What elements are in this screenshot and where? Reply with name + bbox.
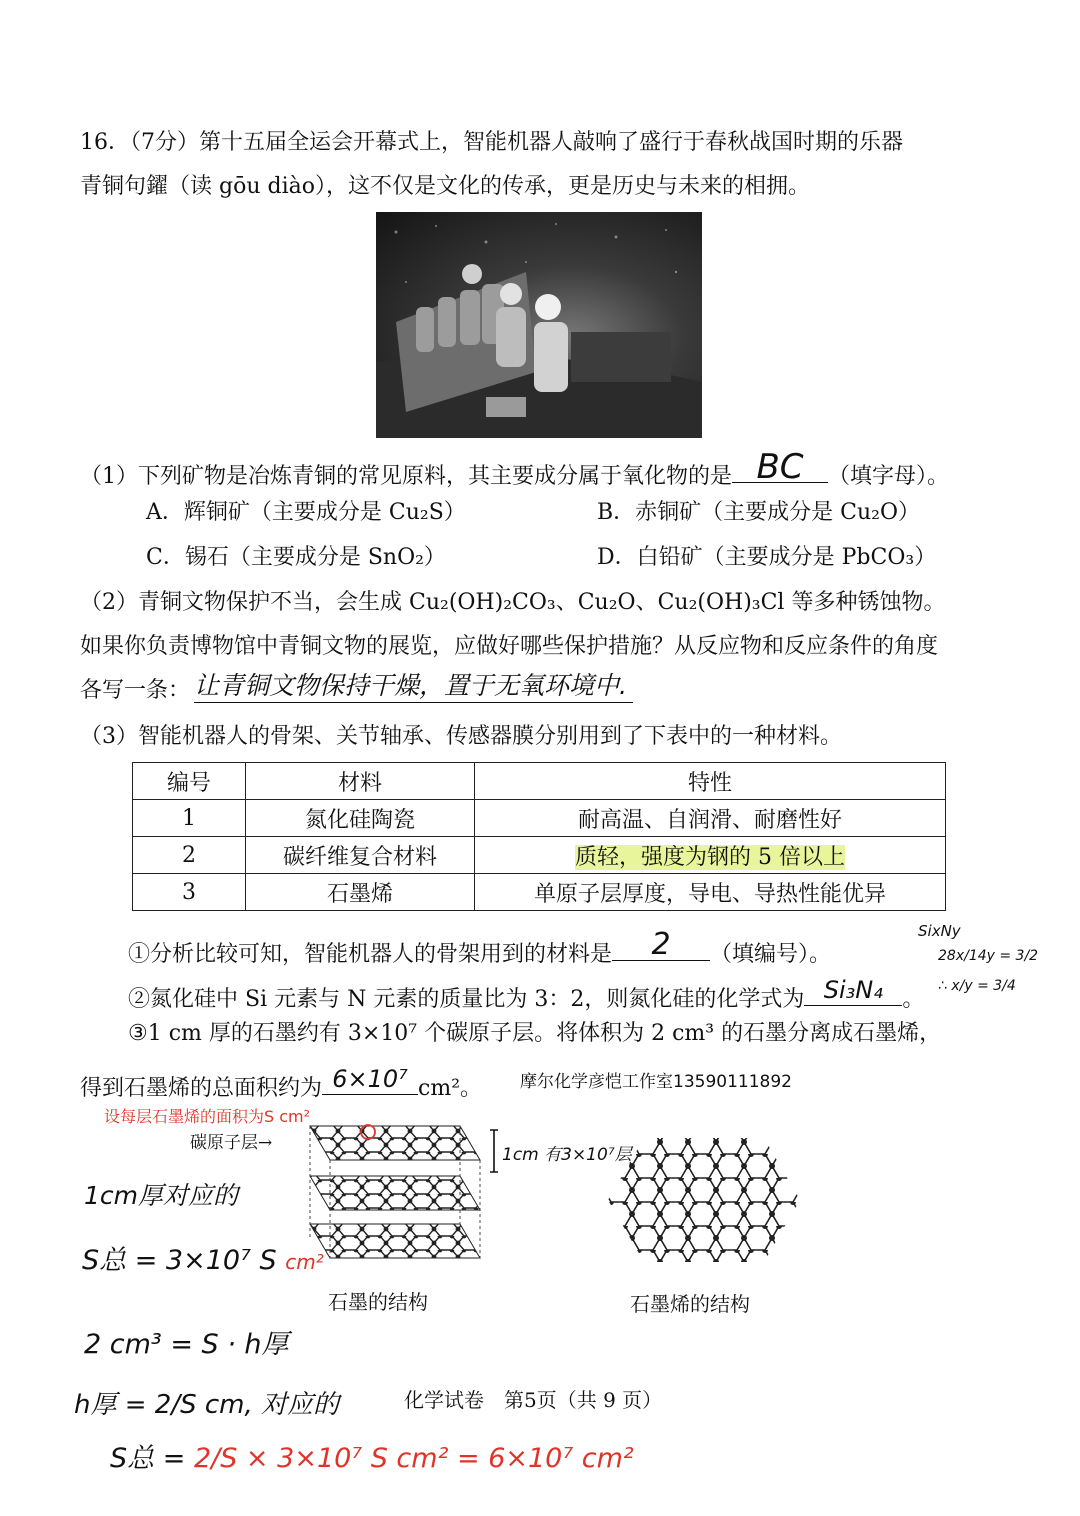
option-d: D．白铅矿（主要成分是 PbCO₃）: [597, 545, 937, 570]
calc-note-5c: = 6×10⁷ cm²: [457, 1443, 634, 1474]
question-line-2: 青铜句鑃（读 gōu diào），这不仅是文化的传承，更是历史与未来的相拥。: [80, 174, 810, 199]
table-cell: 耐高温、自润滑、耐磨性好: [475, 800, 946, 837]
graphite-caption: 石墨的结构: [328, 1290, 428, 1314]
option-c: C．锡石（主要成分是 SnO₂）: [146, 545, 446, 570]
part3-q1-blank[interactable]: [612, 927, 710, 962]
materials-table: [132, 762, 946, 911]
part3-q3-answer: 6×10⁷: [332, 1065, 408, 1093]
calc-note-5a: S总 =: [110, 1443, 194, 1474]
table-cell: 氮化硅陶瓷: [246, 800, 475, 837]
part3-q1: [128, 927, 832, 970]
part3-intro: （3）智能机器人的骨架、关节轴承、传感器膜分别用到了下表中的一种材料。: [80, 724, 842, 749]
table-cell: 石墨烯: [246, 874, 475, 911]
graphene-caption: 石墨烯的结构: [630, 1292, 750, 1316]
calc-note-4: h厚 = 2/S cm, 对应的: [74, 1390, 340, 1420]
part1-answer: BC: [756, 447, 804, 487]
part3-q2: [128, 975, 924, 1015]
red-handwritten-note: 设每层石墨烯的面积为S cm²: [104, 1107, 311, 1126]
table-row: [133, 874, 946, 911]
table-cell: 碳纤维复合材料: [246, 837, 475, 874]
part3-q2-prompt: ②氮化硅中 Si 元素与 N 元素的质量比为 3：2，则氮化硅的化学式为: [128, 987, 805, 1012]
table-header: 编号: [133, 763, 246, 800]
calc-note-2b: cm²: [285, 1250, 324, 1274]
table-cell: 3: [133, 874, 246, 911]
calc-note-2: [82, 1238, 324, 1277]
part1-answer-blank[interactable]: [732, 447, 828, 487]
part3-q3-prompt: 得到石墨烯的总面积约为: [80, 1076, 323, 1101]
part3-q2-answer: Si₃N₄: [823, 976, 883, 1004]
margin-note-formula: SixNy: [918, 922, 961, 940]
table-cell: 单原子层厚度，导电、导热性能优异: [475, 874, 946, 911]
part3-q1-suffix: （填编号）。: [710, 942, 832, 967]
part1-question: [80, 447, 950, 492]
table-row: [133, 800, 946, 837]
calc-note-1: 1cm厚对应的: [84, 1181, 239, 1210]
highlighted-property: 质轻，强度为钢的 5 倍以上: [575, 844, 845, 870]
part3-q2-suffix: 。: [902, 987, 925, 1012]
part1-prompt: （1）下列矿物是冶炼青铜的常见原料，其主要成分属于氧化物的是: [80, 464, 732, 489]
part3-q2-blank[interactable]: [804, 975, 902, 1006]
table-header: 特性: [475, 763, 946, 800]
page-footer: 化学试卷 第5页（共 9 页）: [404, 1388, 663, 1412]
robot-photo-drawing: [376, 212, 702, 438]
graphene-structure-diagram: [604, 1130, 800, 1270]
calc-note-3: 2 cm³ = S · h厚: [84, 1329, 289, 1360]
part2-handwritten-answer[interactable]: 让青铜文物保持干燥，置于无氧环境中.: [194, 670, 633, 703]
option-b: B．赤铜矿（主要成分是 Cu₂O）: [597, 500, 921, 525]
robot-performance-photo: [376, 212, 702, 438]
part3-q1-prompt: ①分析比较可知，智能机器人的骨架用到的材料是: [128, 942, 613, 967]
part1-suffix: （填字母）。: [828, 464, 950, 489]
watermark-text: 摩尔化学彦恺工作室13590111892: [520, 1072, 792, 1092]
option-a: A．辉铜矿（主要成分是 Cu₂S）: [146, 500, 466, 525]
part2-line-2: 如果你负责博物馆中青铜文物的展览，应做好哪些保护措施？从反应物和反应条件的角度: [80, 634, 939, 659]
question-line-1: 16．（7分）第十五届全运会开幕式上，智能机器人敲响了盛行于春秋战国时期的乐器: [80, 130, 903, 155]
table-cell: 2: [133, 837, 246, 874]
part2-line-1: （2）青铜文物保护不当，会生成 Cu₂(OH)₂CO₃、Cu₂O、Cu₂(OH)₃Cl 等多种锈蚀物。: [80, 590, 946, 615]
part3-q3-unit: cm²。: [418, 1076, 483, 1101]
part3-q3-line-2: [80, 1064, 482, 1104]
calc-note-5b: 2/S × 3×10⁷ S cm²: [193, 1443, 449, 1474]
table-header-row: [133, 763, 946, 800]
margin-note-ratio-1: 28x/14y = 3/2: [938, 948, 1039, 964]
carbon-layer-label: 碳原子层→: [190, 1133, 273, 1153]
part2-line-3: 各写一条：: [80, 678, 191, 703]
table-header: 材料: [246, 763, 475, 800]
margin-note-ratio-2: ∴ x/y = 3/4: [938, 978, 1016, 994]
thickness-bracket-icon: [488, 1128, 500, 1174]
part3-q1-answer: 2: [651, 927, 671, 962]
part3-q3-blank[interactable]: [322, 1064, 418, 1095]
table-cell: 1: [133, 800, 246, 837]
part3-q3-line-1: ③1 cm 厚的石墨约有 3×10⁷ 个碳原子层。将体积为 2 cm³ 的石墨分离成石墨烯，: [128, 1021, 942, 1046]
layers-note: 1cm 有3×10⁷层: [502, 1145, 632, 1165]
calc-note-2a: S总 = 3×10⁷ S: [82, 1245, 277, 1276]
calc-note-5: [110, 1436, 634, 1475]
table-row: [133, 837, 946, 874]
table-cell-highlighted: [475, 837, 946, 874]
